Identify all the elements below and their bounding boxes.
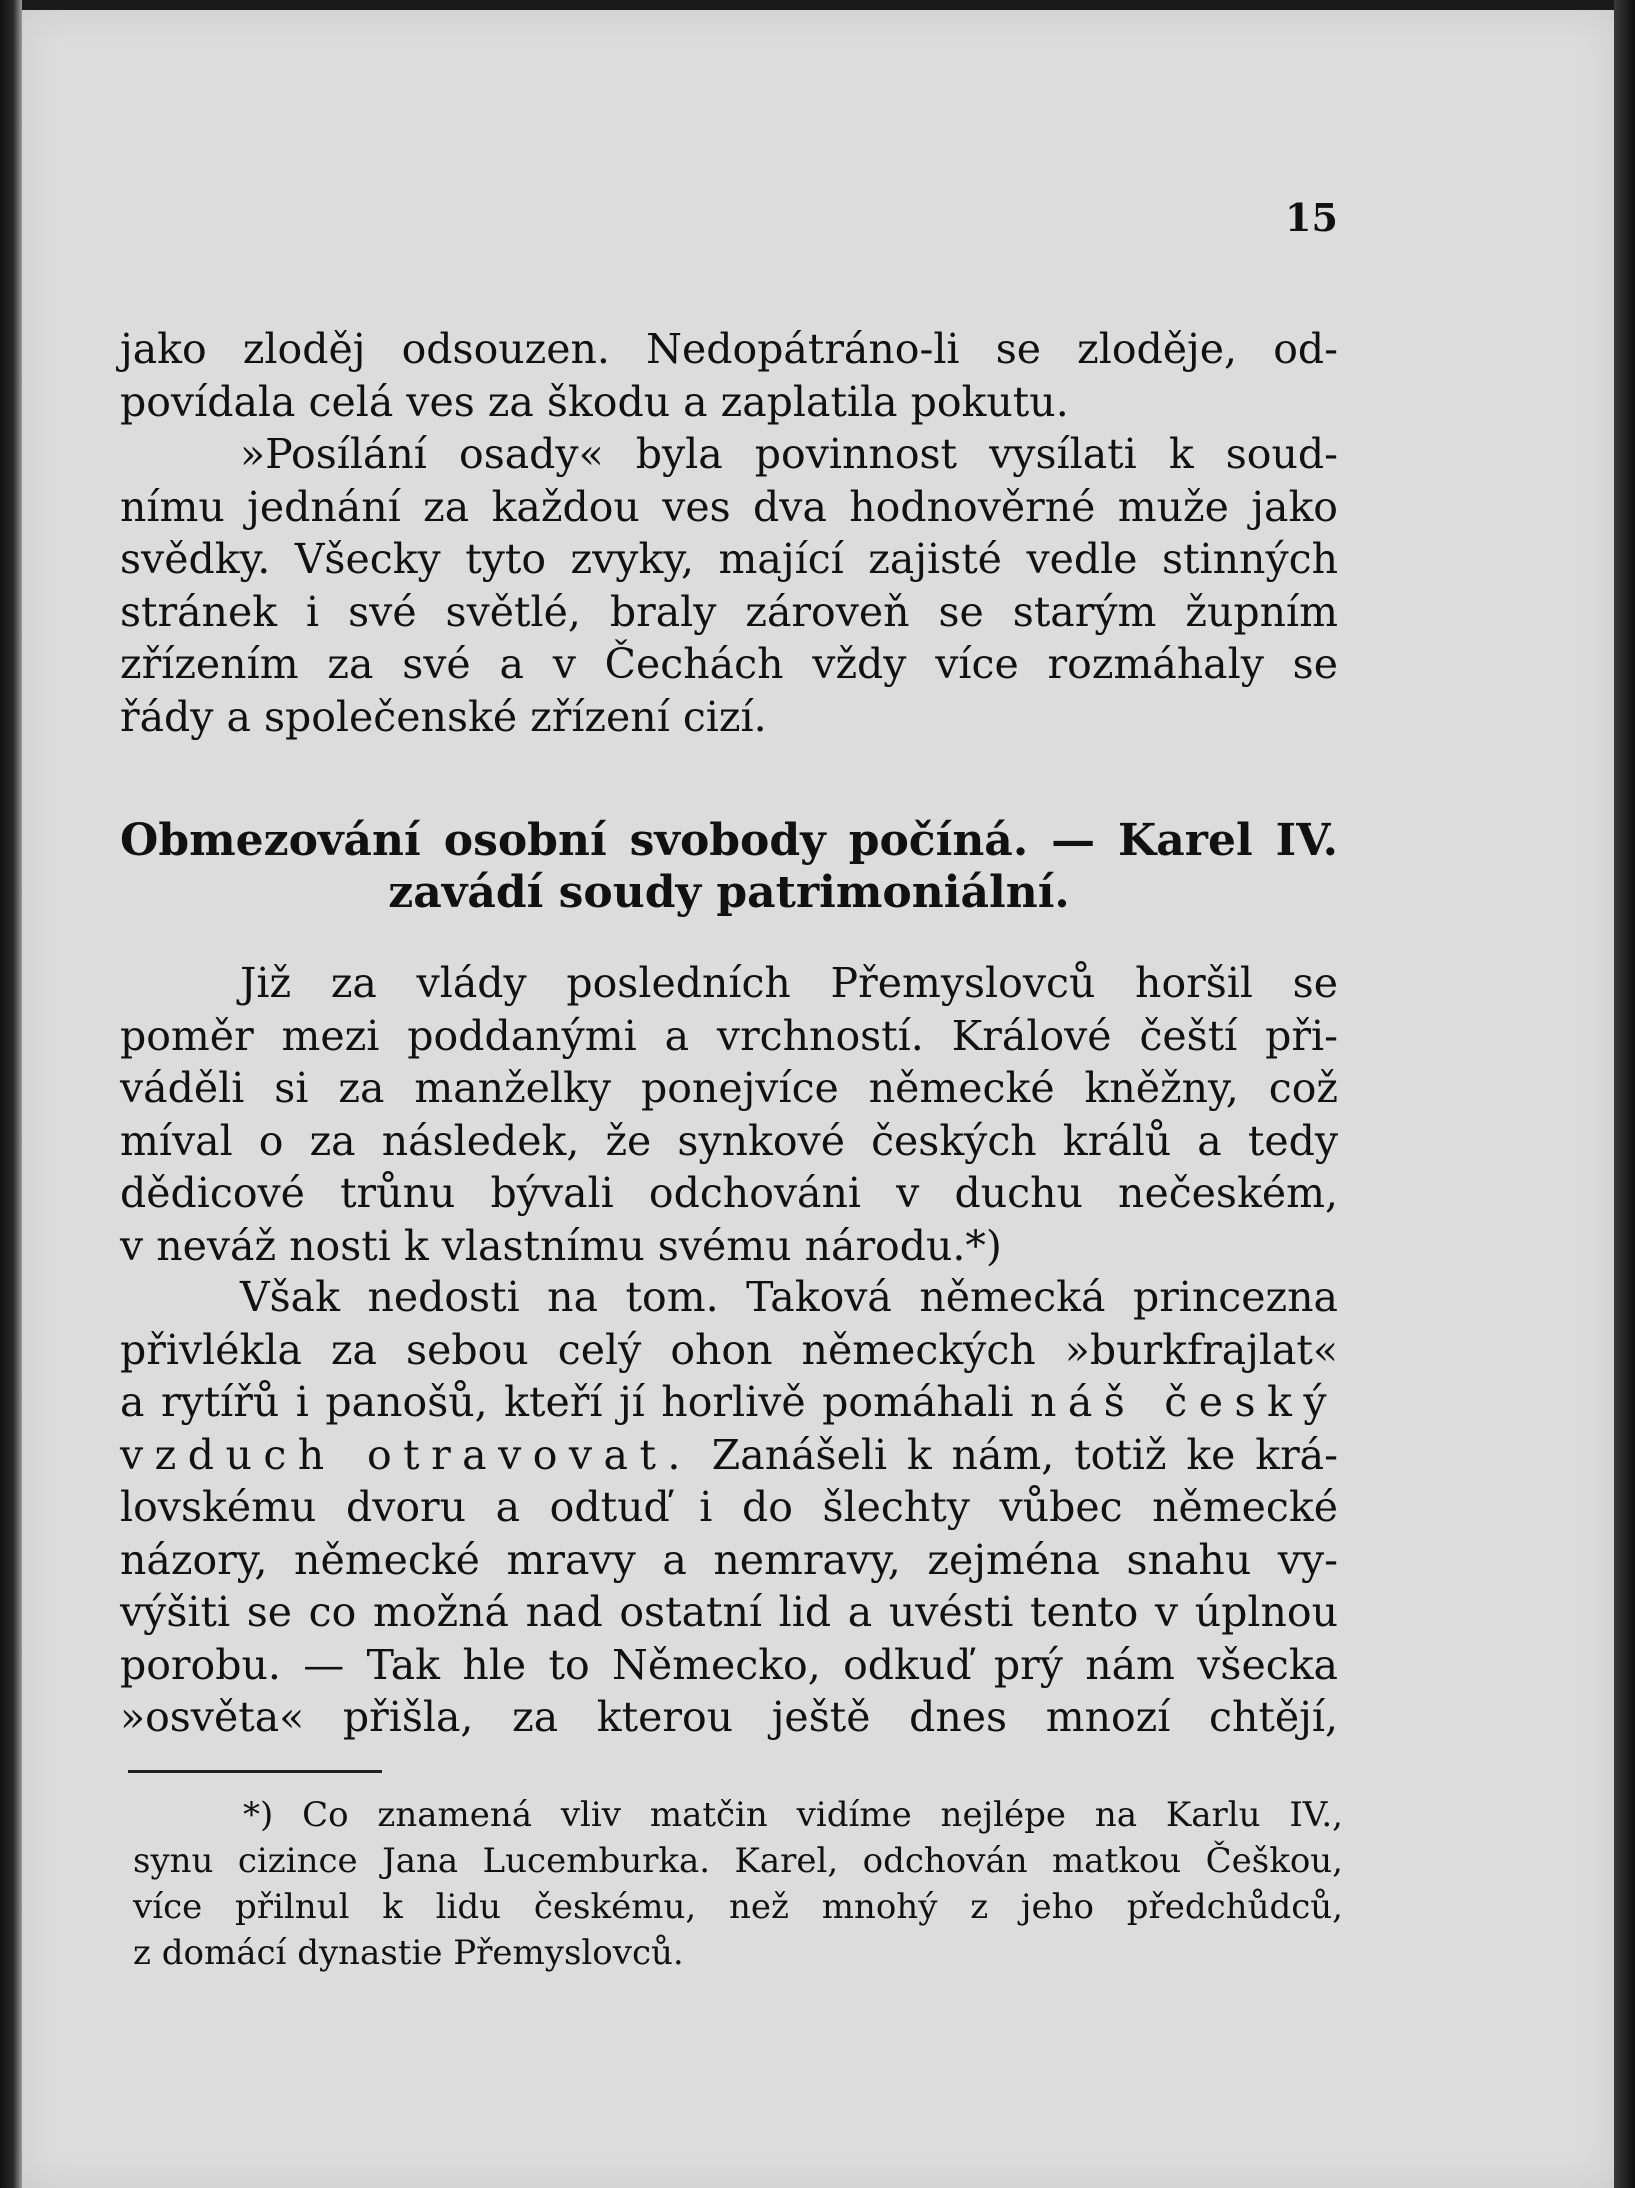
heading-line: zavádí soudy patrimoniální.	[388, 867, 1070, 918]
emphasized-text: náš český	[1030, 1378, 1338, 1426]
text-line: názory, německé mravy a nemravy, zejména snahu vy-	[120, 1535, 1338, 1584]
text-line: míval o za následek, že synkové českých králů a tedy	[120, 1116, 1338, 1165]
text-line: povídala celá ves za škodu a zaplatila pokutu.	[120, 377, 1069, 426]
text-line: dědicové trůnu bývali odchováni v duchu nečeském,	[120, 1169, 1338, 1217]
text-line: Však nedosti na tom. Taková německá princezna	[240, 1273, 1338, 1321]
paragraph-3	[120, 1271, 1338, 1744]
text-span: Zanášeli k nám, totiž ke krá-	[711, 1430, 1338, 1479]
text-line: jako zloděj odsouzen. Nedopátráno-li se zloděje, od-	[120, 325, 1338, 373]
text-line: zřízením za své a v Čechách vždy více rozmáhaly se	[120, 640, 1338, 688]
text-line: řády a společenské zřízení cizí.	[120, 692, 767, 741]
text-line: porobu. — Tak hle to Německo, odkuď prý nám všecka	[120, 1640, 1338, 1689]
footnote-line: synu cizince Jana Lucemburka. Karel, odchován matkou Češkou,	[133, 1841, 1343, 1881]
text-line: stránek i své světlé, braly zároveň se starým župním	[120, 587, 1338, 636]
text-line: nímu jednání za každou ves dva hodnověrné muže jako	[120, 482, 1338, 531]
paragraph-2	[120, 957, 1338, 1272]
text-line: váděli si za manželky ponejvíce německé kněžny, což	[120, 1064, 1338, 1112]
text-line: poměr mezi poddanými a vrchností. Králové čeští při-	[120, 1011, 1338, 1060]
footnote-line: z domácí dynastie Přemyslovců.	[133, 1933, 684, 1973]
scan-left-edge	[0, 0, 22, 2188]
footnote-divider	[128, 1770, 382, 1773]
heading-line: Obmezování osobní svobody počíná. — Karel IV.	[120, 815, 1338, 866]
text-line: přivlékla za sebou celý ohon německých »burkfrajlat«	[120, 1325, 1338, 1374]
text-line	[120, 1429, 1338, 1482]
text-line: Již za vlády posledních Přemyslovců horšil se	[240, 959, 1338, 1007]
footnote	[133, 1792, 1343, 1976]
scan-right-edge	[1614, 0, 1635, 2188]
text-span: a rytířů i panošů, kteří jí horlivě pomáhali	[120, 1378, 1014, 1426]
text-line: »osvěta« přišla, za kterou ještě dnes mnozí chtějí,	[120, 1693, 1338, 1741]
paragraph-1	[120, 323, 1338, 743]
text-line: svědky. Všecky tyto zvyky, mající zajisté vedle stinných	[120, 535, 1338, 583]
text-line	[120, 1376, 1338, 1429]
page-number: 15	[1285, 195, 1338, 240]
footnote-line: více přilnul k lidu českému, než mnohý z jeho předchůdců,	[133, 1887, 1343, 1927]
text-line: »Posílání osady« byla povinnost vysílati k soud-	[240, 430, 1338, 478]
text-line: výšiti se co možná nad ostatní lid a uvésti tento v úplnou	[120, 1588, 1338, 1636]
footnote-line: *) Co znamená vliv matčin vidíme nejlépe na Karlu IV.,	[243, 1795, 1343, 1835]
text-line: v neváž nosti k vlastnímu svému národu.*)	[120, 1221, 1002, 1270]
text-line: lovskému dvoru a odtuď i do šlechty vůbec německé	[120, 1483, 1338, 1531]
section-heading	[120, 815, 1338, 919]
emphasized-text: vzduch otravovat.	[120, 1430, 692, 1479]
